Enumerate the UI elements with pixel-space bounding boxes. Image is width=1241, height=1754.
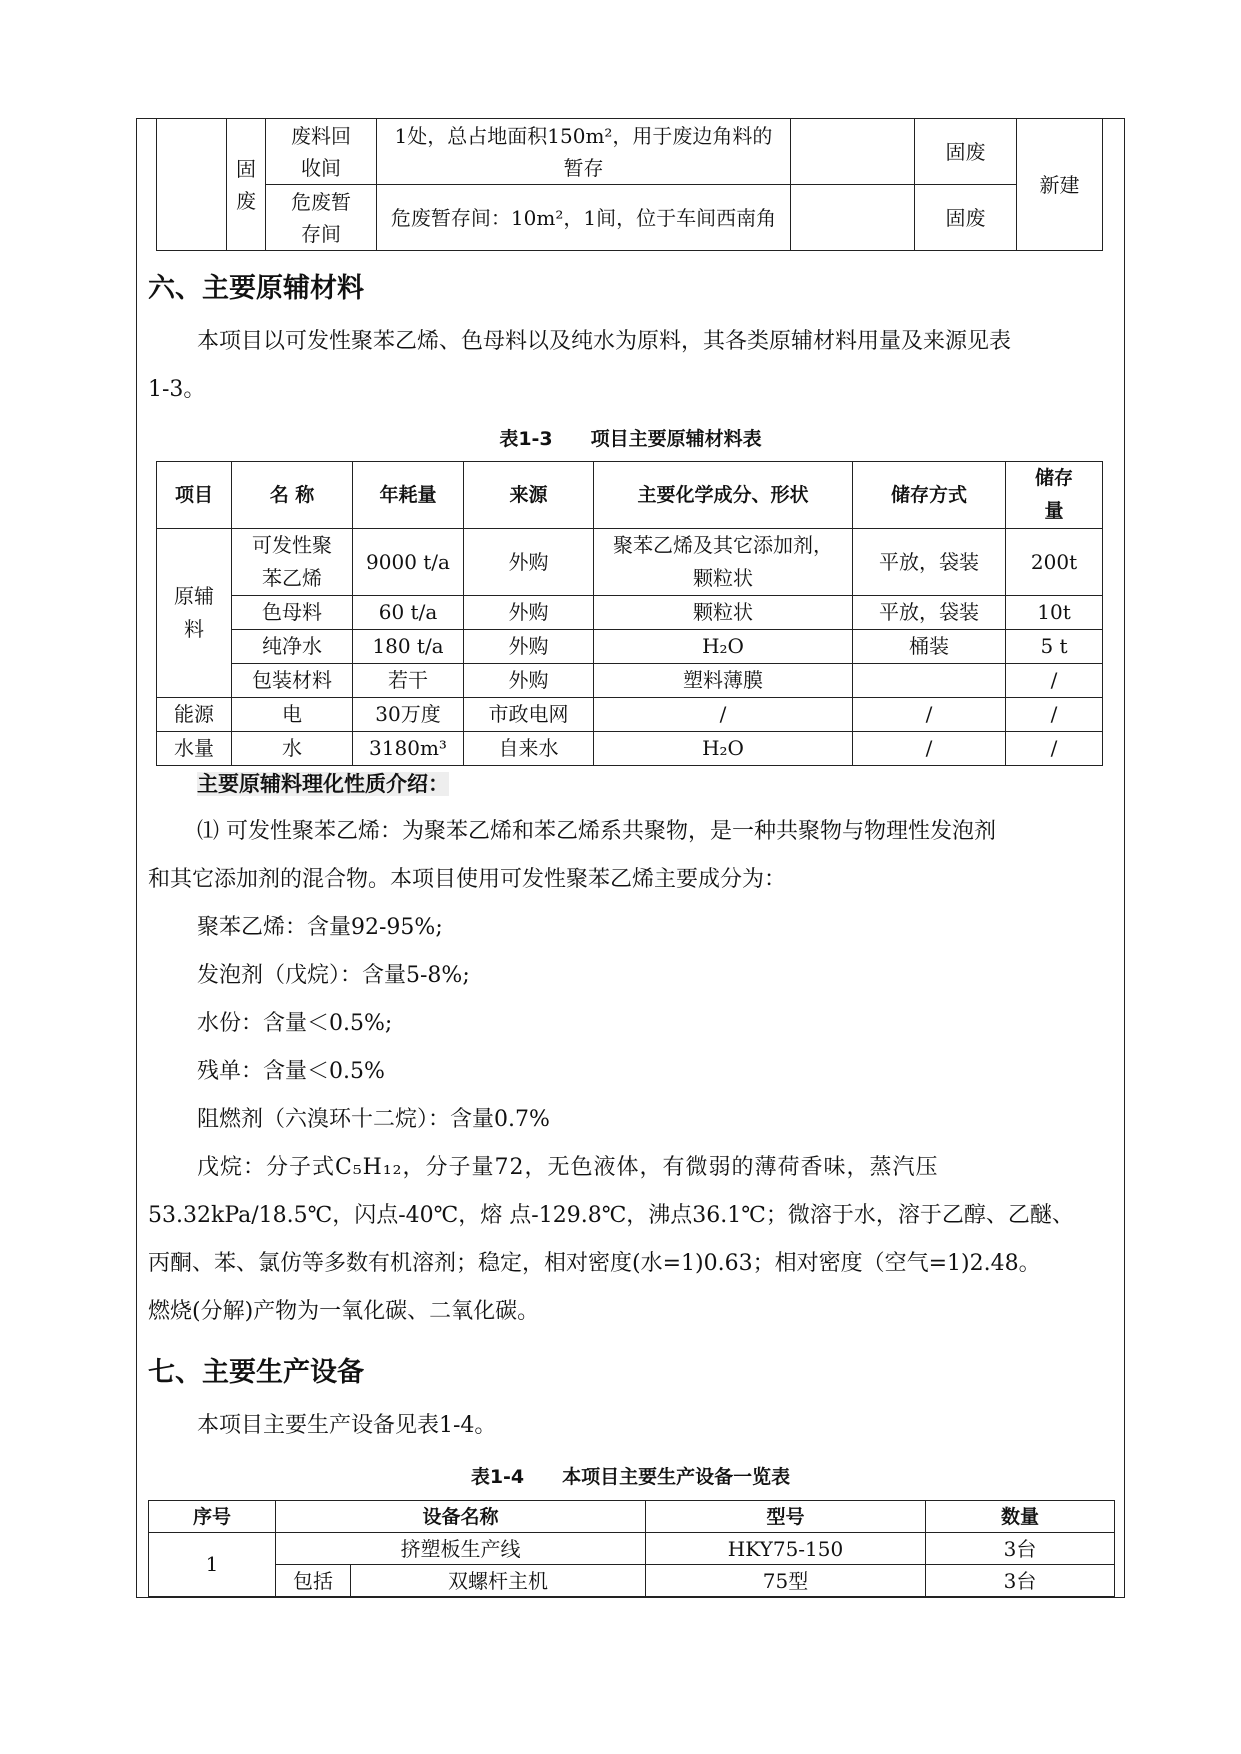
table-1-4-caption: 表1-4 本项目主要生产设备一览表 (470, 1466, 791, 1488)
eps-desc-line1: ⑴ 可发性聚苯乙烯：为聚苯乙烯和苯乙烯系共聚物，是一种共聚物与物理性发泡剂 (197, 819, 996, 844)
table-cell: 外购 (464, 664, 594, 698)
table-cell: 若干 (353, 664, 464, 698)
table-cell: 挤塑板生产线 (276, 1533, 646, 1565)
header-cell: 型号 (646, 1501, 926, 1533)
waste-type: 固废 (945, 205, 986, 230)
table-cell: 桶装 (853, 630, 1006, 664)
composition-item: 水份：含量＜0.5%; (197, 1011, 393, 1036)
waste-type: 固废 (945, 139, 986, 164)
section-6-intro-line1: 本项目以可发性聚苯乙烯、色母料以及纯水为原料，其各类原辅材料用量及来源见表 (197, 329, 1012, 354)
material-name: 可发性聚苯乙烯 (252, 533, 332, 590)
table-cell: 9000 t/a (353, 529, 464, 596)
header-cell: 名 称 (232, 462, 353, 529)
waste-desc-cell (377, 119, 791, 185)
table-cell: 双螺杆主机 (351, 1565, 646, 1597)
section-7-title: 七、主要生产设备 (148, 1357, 364, 1388)
table-cell: 塑料薄膜 (594, 664, 853, 698)
table-cell: 包装材料 (232, 664, 353, 698)
waste-name-cell (266, 185, 377, 251)
table-cell: 3台 (926, 1565, 1115, 1597)
table-cell: 3180m³ (353, 732, 464, 766)
group-cell (157, 529, 232, 698)
section-7-intro: 本项目主要生产设备见表1-4。 (197, 1413, 497, 1438)
properties-title: 主要原辅料理化性质介绍： (197, 772, 449, 796)
waste-desc: 1处，总占地面积150m²，用于废边角料的暂存 (394, 123, 773, 180)
type-cell (915, 185, 1017, 251)
table-cell: 能源 (157, 698, 232, 732)
table-cell: 10t (1006, 596, 1103, 630)
group-label: 原辅料 (174, 584, 214, 641)
waste-name-cell (266, 119, 377, 185)
header-cell: 设备名称 (276, 1501, 646, 1533)
table-cell: 包括 (276, 1565, 351, 1597)
waste-name: 危废暂存间 (291, 189, 351, 246)
table-cell: 纯净水 (232, 630, 353, 664)
section-6-intro-line2: 1-3。 (148, 377, 206, 402)
group-label: 固废 (236, 156, 256, 213)
table-cell: 3台 (926, 1533, 1115, 1565)
header-cell: 项目 (157, 462, 232, 529)
table-cell (594, 529, 853, 596)
table-cell: 水 (232, 732, 353, 766)
eps-desc-line2: 和其它添加剂的混合物。本项目使用可发性聚苯乙烯主要成分为： (148, 867, 787, 892)
pentane-line1: 戊烷：分子式C₅H₁₂，分子量72，无色液体，有微弱的薄荷香味，蒸汽压 (197, 1155, 939, 1180)
header-cell: 主要化学成分、形状 (594, 462, 853, 529)
composition-item: 发泡剂（戊烷）：含量5-8%; (197, 963, 470, 988)
table-cell: 外购 (464, 596, 594, 630)
properties-heading (197, 766, 449, 802)
table-cell: 5 t (1006, 630, 1103, 664)
table-cell: 60 t/a (353, 596, 464, 630)
table-cell: 外购 (464, 529, 594, 596)
header-cell: 储存方式 (853, 462, 1006, 529)
table-cell: 颗粒状 (594, 596, 853, 630)
status: 新建 (1039, 172, 1080, 197)
table-cell: / (1006, 732, 1103, 766)
table-cell: 200t (1006, 529, 1103, 596)
blank-cell (791, 119, 915, 185)
waste-name: 废料回收间 (291, 123, 351, 180)
blank-cell (791, 185, 915, 251)
table-cell: 水量 (157, 732, 232, 766)
table-cell: 平放，袋装 (853, 529, 1006, 596)
table-cell: 自来水 (464, 732, 594, 766)
materials-table (156, 461, 1103, 766)
table-cell: / (1006, 664, 1103, 698)
composition-item: 残单：含量＜0.5% (197, 1059, 385, 1084)
table-cell: 市政电网 (464, 698, 594, 732)
header-cell: 年耗量 (353, 462, 464, 529)
table-cell: 外购 (464, 630, 594, 664)
pentane-line4: 燃烧(分解)产物为一氧化碳、二氧化碳。 (148, 1299, 540, 1324)
composition-item: 聚苯乙烯：含量92-95%; (197, 915, 443, 940)
composition: 聚苯乙烯及其它添加剂，颗粒状 (613, 533, 833, 590)
header-cell (1006, 462, 1103, 529)
seq-cell: 1 (149, 1533, 276, 1597)
table-cell: H₂O (594, 630, 853, 664)
group-cell (227, 119, 266, 251)
header-cell: 来源 (464, 462, 594, 529)
table-cell: HKY75-150 (646, 1533, 926, 1565)
pentane-line3: 丙酮、苯、氯仿等多数有机溶剂；稳定，相对密度(水=1)0.63；相对密度（空气=1)2.48。 (148, 1251, 1041, 1276)
solid-waste-table (156, 118, 1103, 251)
table-cell: 30万度 (353, 698, 464, 732)
type-cell (915, 119, 1017, 185)
table-cell (232, 529, 353, 596)
table-cell (853, 664, 1006, 698)
waste-desc: 危废暂存间：10m²，1间，位于车间西南角 (390, 205, 777, 230)
header-cell: 数量 (926, 1501, 1115, 1533)
blank-cell (157, 119, 227, 251)
header-text: 储存量 (1034, 467, 1073, 522)
table-cell: 色母料 (232, 596, 353, 630)
table-cell: / (853, 732, 1006, 766)
composition-item: 阻燃剂（六溴环十二烷）：含量0.7% (197, 1107, 550, 1132)
table-1-3-caption: 表1-3 项目主要原辅材料表 (499, 428, 762, 450)
table-cell: 75型 (646, 1565, 926, 1597)
status-cell (1017, 119, 1103, 251)
table-cell: / (853, 698, 1006, 732)
equipment-table (148, 1500, 1115, 1597)
table-cell: 平放，袋装 (853, 596, 1006, 630)
table-cell: / (1006, 698, 1103, 732)
pentane-line2: 53.32kPa/18.5℃，闪点-40℃，熔 点-129.8℃，沸点36.1℃；微溶于水，溶于乙醇、乙醚、 (148, 1203, 1074, 1228)
table-cell: 电 (232, 698, 353, 732)
header-cell: 序号 (149, 1501, 276, 1533)
table-cell: H₂O (594, 732, 853, 766)
table-cell: / (594, 698, 853, 732)
table-cell: 180 t/a (353, 630, 464, 664)
waste-desc-cell (377, 185, 791, 251)
section-6-title: 六、主要原辅材料 (148, 273, 364, 304)
